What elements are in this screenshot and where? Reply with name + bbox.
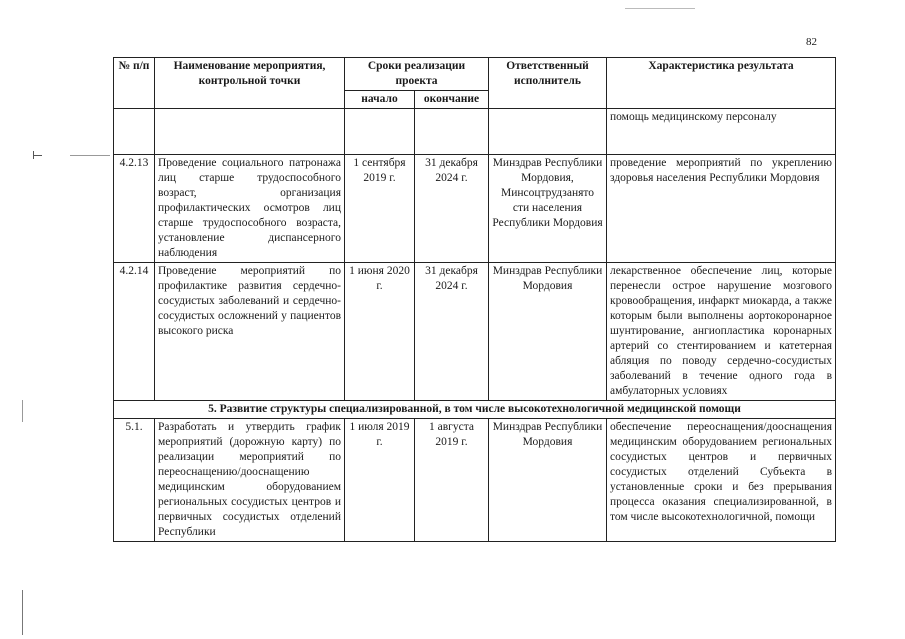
header-responsible: Ответственный исполнитель (489, 58, 607, 109)
row-start: 1 июня 2020 г. (345, 263, 415, 401)
row-result: обеспечение переоснащения/дооснащения медицинским оборудованием региональных сосудистых центров и первичных сосудистых отделений Субъекта в установленные сроки и без прерывания процесса оказания специализированной, в том числе высокотехнологичной, помощи (607, 419, 836, 542)
scan-mark (22, 400, 23, 422)
row-num: 4.2.13 (114, 155, 155, 263)
row-result: помощь медицинскому персоналу (607, 109, 836, 155)
table-row (114, 419, 836, 542)
row-num (114, 109, 155, 155)
header-result: Характеристика результата (607, 58, 836, 109)
header-row (114, 58, 836, 91)
row-num: 5.1. (114, 419, 155, 542)
row-end: 31 декабря 2024 г. (415, 263, 489, 401)
page-number: 82 (806, 36, 817, 48)
scan-mark (22, 590, 23, 635)
row-end: 31 декабря 2024 г. (415, 155, 489, 263)
scan-mark (70, 155, 110, 156)
row-name (155, 109, 345, 155)
row-result: лекарственное обеспечение лиц, которые перенесли острое нарушение мозгового кровообращения, инфаркт миокарда, а также которым были выполнены аортокоронарное шунтирование, ангиопластика коронарных артерий со стентированием и катетерная абляция по поводу сердечно-сосудистых заболеваний в течение одного года в амбулаторных условиях (607, 263, 836, 401)
row-responsible: Минздрав Республики Мордовия, Минсоцтрудзанято сти населения Республики Мордовия (489, 155, 607, 263)
header-num: № п/п (114, 58, 155, 109)
row-responsible: Минздрав Республики Мордовия (489, 263, 607, 401)
row-result: проведение мероприятий по укреплению здоровья населения Республики Мордовия (607, 155, 836, 263)
row-start: 1 сентября 2019 г. (345, 155, 415, 263)
row-responsible: Минздрав Республики Мордовия (489, 419, 607, 542)
header-terms: Сроки реализации проекта (345, 58, 489, 91)
row-start (345, 109, 415, 155)
row-name: Проведение социального патронажа лиц старше трудоспособного возраст, организация профилактических осмотров лиц старше трудоспособного возраста, установление диспансерного наблюдения (155, 155, 345, 263)
row-num: 4.2.14 (114, 263, 155, 401)
row-name: Разработать и утвердить график мероприятий (дорожную карту) по реализации мероприятий по переоснащению/дооснащению медицинским оборудованием региональных сосудистых центров и первичных сосудистых отделений Республики (155, 419, 345, 542)
header-end: окончание (415, 91, 489, 109)
table-row (114, 109, 836, 155)
section-title: 5. Развитие структуры специализированной, в том числе высокотехнологичной медицинской помощи (114, 401, 836, 419)
row-end: 1 августа 2019 г. (415, 419, 489, 542)
header-start: начало (345, 91, 415, 109)
events-table (113, 57, 836, 542)
table-row (114, 263, 836, 401)
table-row (114, 155, 836, 263)
section-row (114, 401, 836, 419)
scan-mark (625, 8, 695, 9)
row-start: 1 июля 2019 г. (345, 419, 415, 542)
row-name: Проведение мероприятий по профилактике развития сердечно-сосудистых заболеваний и сердечно-сосудистых осложнений у пациентов высокого риска (155, 263, 345, 401)
header-name: Наименование мероприятия, контрольной точки (155, 58, 345, 109)
row-responsible (489, 109, 607, 155)
row-end (415, 109, 489, 155)
scan-mark (34, 155, 42, 156)
